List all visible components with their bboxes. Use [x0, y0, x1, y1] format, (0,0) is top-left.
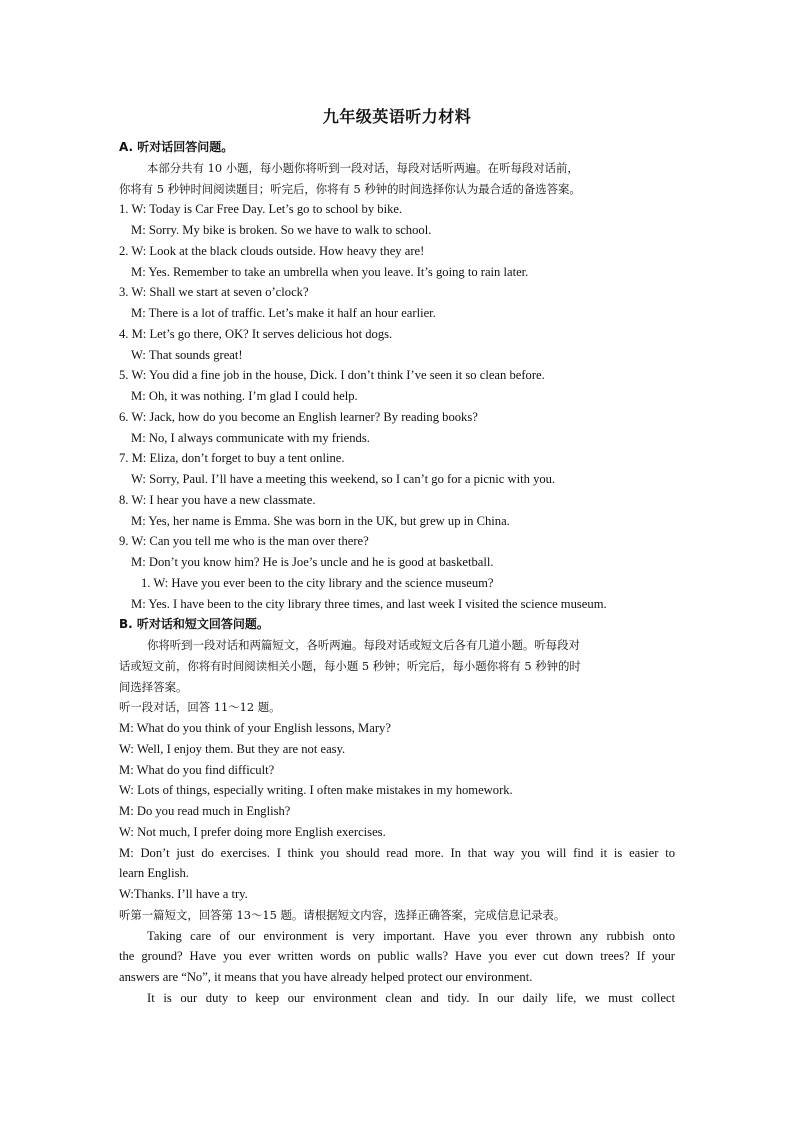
dialogue-line: 3. W: Shall we start at seven o’clock?	[119, 285, 309, 300]
dialogue-line: W: Lots of things, especially writing. I often make mistakes in my homework.	[119, 783, 513, 798]
section-b-intro: 话或短文前，你将有时间阅读相关小题，每小题 5 秒钟；听完后，每小题你将有 5 秒钟的时	[119, 658, 581, 673]
dialogue-line: M: Yes, her name is Emma. She was born in the UK, but grew up in China.	[131, 513, 510, 528]
passage-line: It is our duty to keep our environment clean and tidy. In our daily life, we must collect	[147, 990, 675, 1005]
dialogue-line: 4. M: Let’s go there, OK? It serves delicious hot dogs.	[119, 326, 393, 341]
passage-line: Taking care of our environment is very important. Have you ever thrown any rubbish onto	[147, 928, 675, 943]
dialogue-line: M: Sorry. My bike is broken. So we have to walk to school.	[131, 223, 432, 237]
dialogue-line: W: That sounds great!	[131, 347, 243, 362]
dialogue-line: 9. W: Can you tell me who is the man over there?	[119, 534, 369, 549]
dialogue-line: W:Thanks. I’ll have a try.	[119, 887, 248, 901]
section-a-intro: 你将有 5 秒钟时间阅读题目；听完后，你将有 5 秒钟的时间选择你认为最合适的备选答案。	[119, 181, 581, 196]
dialogue-line: M: No, I always communicate with my friends.	[131, 430, 370, 445]
section-b-heading: B. 听对话和短文回答问题。	[119, 617, 269, 632]
section-b-intro: 间选择答案。	[119, 679, 188, 694]
dialogue-line: M: What do you think of your English lessons, Mary?	[119, 721, 391, 735]
dialogue-line: M: Do you read much in English?	[119, 804, 291, 818]
dialogue-line: learn English.	[119, 866, 189, 881]
dialogue-heading: 听一段对话，回答 11～12 题。	[119, 700, 281, 715]
dialogue-line: 7. M: Eliza, don’t forget to buy a tent online.	[119, 451, 345, 466]
dialogue-line: M: Yes. I have been to the city library three times, and last week I visited the science museum.	[131, 596, 607, 611]
section-b-intro: 你将听到一段对话和两篇短文，各听两遍。每段对话或短文后各有几道小题。听每段对	[147, 638, 580, 652]
passage-line: answers are “No”, it means that you have already helped protect our environment.	[119, 970, 533, 984]
dialogue-line: M: Don’t you know him? He is Joe’s uncle and he is good at basketball.	[131, 555, 494, 569]
dialogue-line: 1. W: Today is Car Free Day. Let’s go to school by bike.	[119, 202, 403, 217]
document-body	[119, 137, 675, 1009]
page-title: 九年级英语听力材料	[322, 107, 472, 126]
dialogue-line: 2. W: Look at the black clouds outside. How heavy they are!	[119, 243, 425, 258]
dialogue-line: W: Sorry, Paul. I’ll have a meeting this weekend, so I can’t go for a picnic with you.	[131, 472, 556, 486]
dialogue-line: W: Well, I enjoy them. But they are not easy.	[119, 741, 346, 756]
dialogue-line: M: Oh, it was nothing. I’m glad I could help.	[131, 389, 358, 403]
dialogue-line: 8. W: I hear you have a new classmate.	[119, 492, 316, 507]
section-a-heading: A. 听对话回答问题。	[119, 140, 234, 154]
dialogue-line: W: Not much, I prefer doing more English exercises.	[119, 824, 386, 839]
dialogue-line: M: Yes. Remember to take an umbrella when you leave. It’s going to rain later.	[131, 264, 529, 279]
dialogue-line: 1. W: Have you ever been to the city library and the science museum?	[141, 575, 494, 590]
dialogue-line: M: What do you find difficult?	[119, 762, 275, 777]
dialogue-line: 5. W: You did a fine job in the house, Dick. I don’t think I’ve seen it so clean before.	[119, 368, 545, 383]
dialogue-line: M: Don’t just do exercises. I think you should read more. In that way you will find it is easier to	[119, 845, 675, 860]
dialogue-line: 6. W: Jack, how do you become an English learner? By reading books?	[119, 409, 478, 424]
section-a-intro: 本部分共有 10 小题，每小题你将听到一段对话，每段对话听两遍。在听每段对话前，	[147, 160, 579, 175]
dialogue-line: M: There is a lot of traffic. Let’s make it half an hour earlier.	[131, 306, 436, 320]
passage-heading: 听第一篇短文，回答第 13～15 题。请根据短文内容，选择正确答案，完成信息记录表。	[119, 907, 566, 922]
passage-line: the ground? Have you ever written words on public walls? Have you ever cut down trees? If your	[119, 949, 675, 964]
